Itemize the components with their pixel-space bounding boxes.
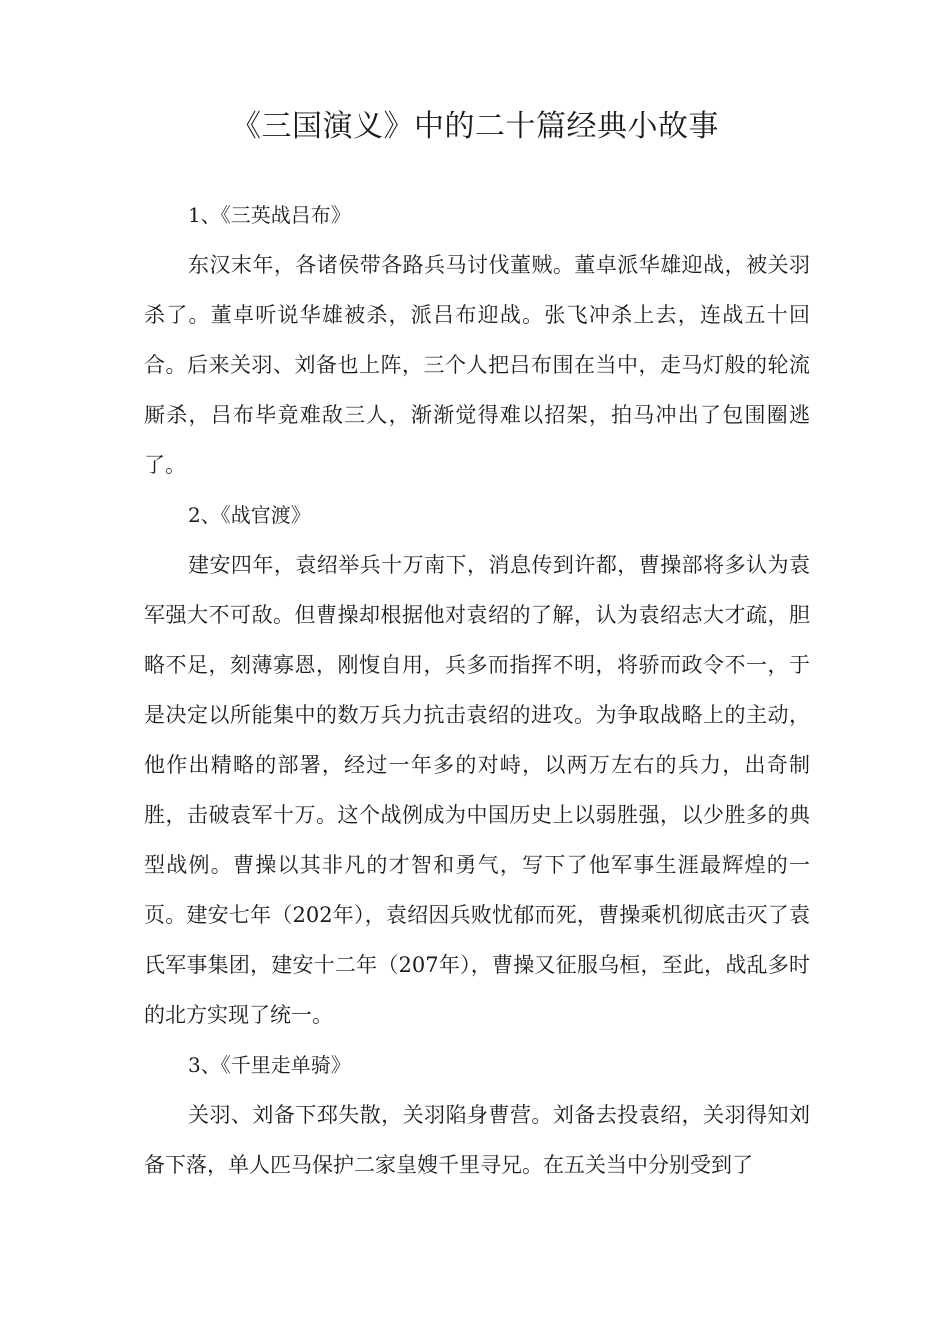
document-body [144,190,810,1190]
section-paragraph-2: 建安四年，袁绍举兵十万南下，消息传到许都，曹操部将多认为袁军强大不可敌。但曹操却根据他对袁绍的了解，认为袁绍志大才疏，胆略不足，刻薄寡恩，刚愎自用，兵多而指挥不明，将骄而政令不一，于是决定以所能集中的数万兵力抗击袁绍的进攻。为争取战略上的主动，他作出精略的部署，经过一年多的对峙，以两万左右的兵力，出奇制胜，击破袁军十万。这个战例成为中国历史上以弱胜强，以少胜多的典型战例。曹操以其非凡的才智和勇气，写下了他军事生涯最辉煌的一页。建安七年（202年），袁绍因兵败忧郁而死，曹操乘机彻底击灭了袁氏军事集团，建安十二年（207年），曹操又征服乌桓，至此，战乱多时的北方实现了统一。 [144,553,810,1027]
document-title: 《三国演义》中的二十篇经典小故事 [231,109,719,144]
section-paragraph-1: 东汉末年，各诸侯带各路兵马讨伐董贼。董卓派华雄迎战，被关羽杀了。董卓听说华雄被杀，派吕布迎战。张飞冲杀上去，连战五十回合。后来关羽、刘备也上阵，三个人把吕布围在当中，走马灯般的轮流厮杀，吕布毕竟难敌三人，渐渐觉得难以招架，拍马冲出了包围圈逃了。 [144,253,810,477]
section-heading-2: 2、《战官渡》 [188,503,311,527]
section-heading-3: 3、《千里走单骑》 [188,1053,351,1077]
section-paragraph-3: 关羽、刘备下邳失散，关羽陷身曹营。刘备去投袁绍，关羽得知刘备下落，单人匹马保护二家皇嫂千里寻兄。在五关当中分别受到了 [144,1103,810,1177]
section-heading-1: 1、《三英战吕布》 [188,203,351,227]
